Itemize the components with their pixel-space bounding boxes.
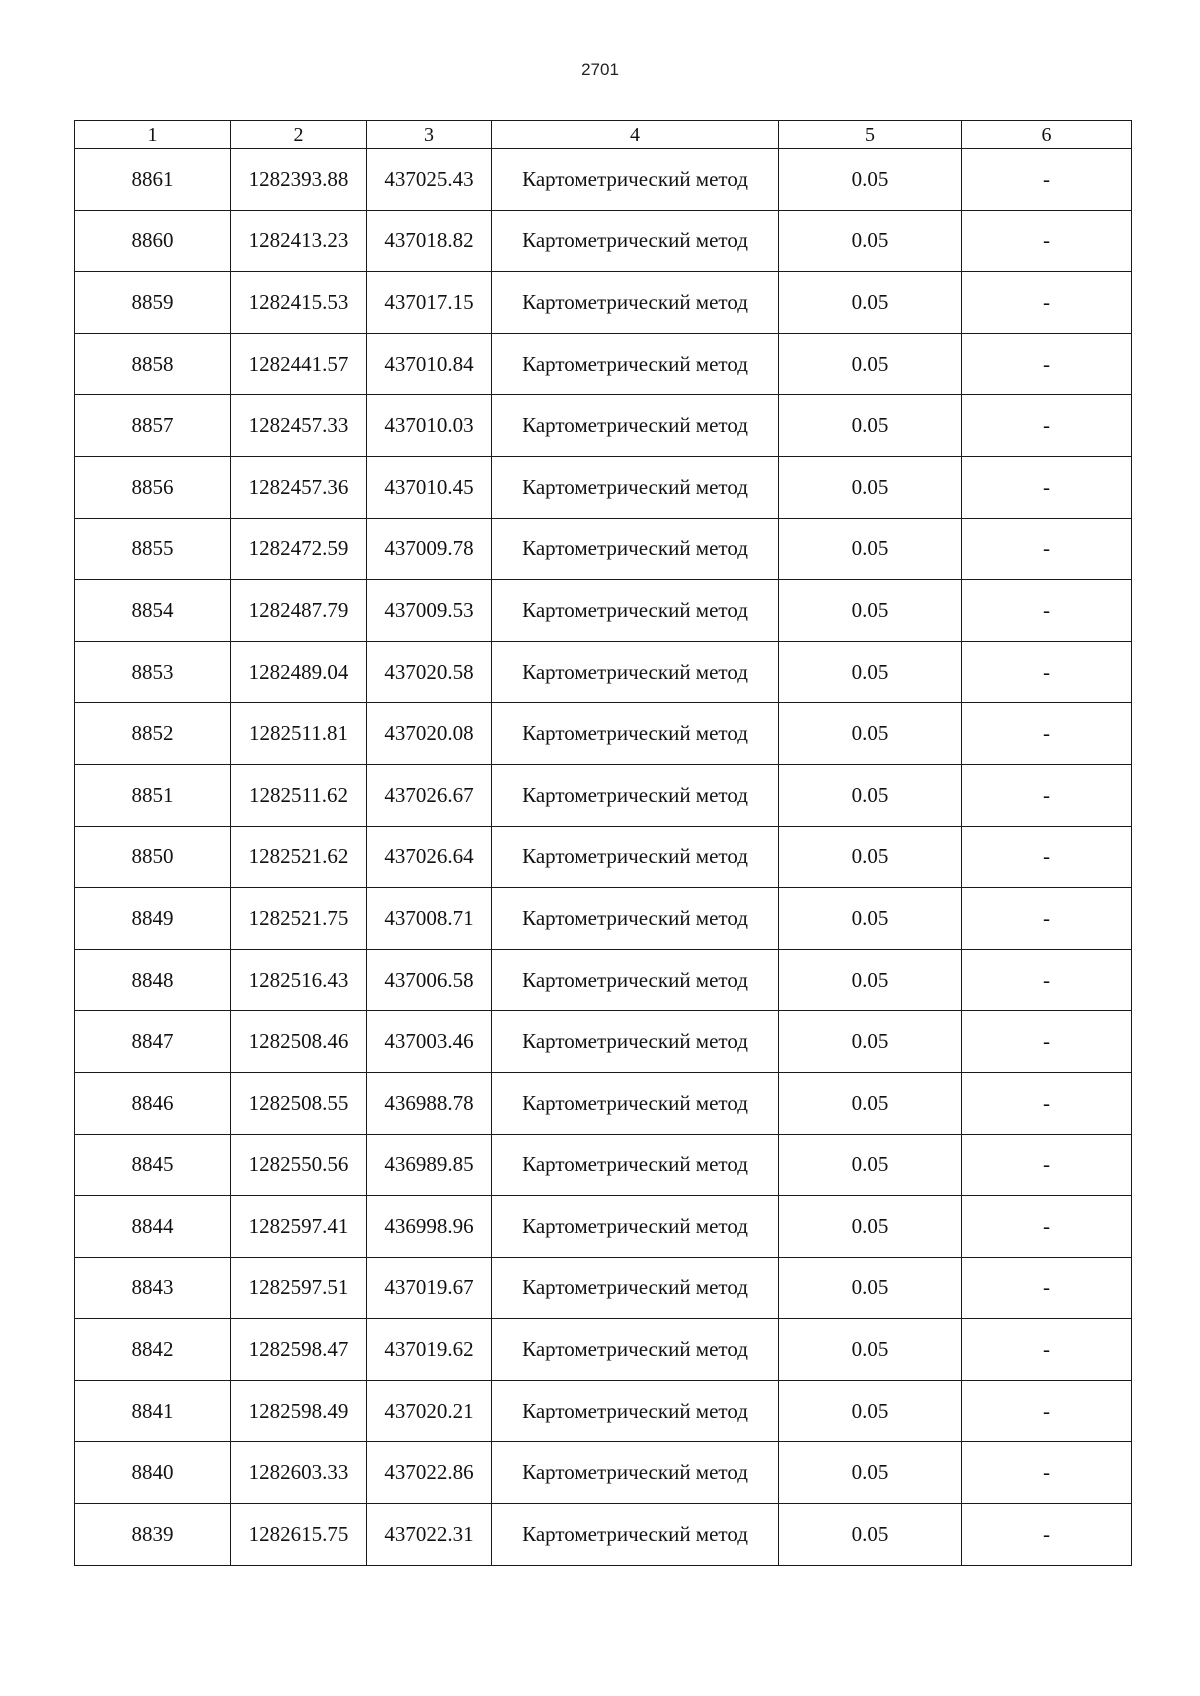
x-coordinate-cell: 1282550.56: [231, 1134, 367, 1196]
point-number-cell: 8844: [75, 1196, 231, 1258]
method-cell: Картометрический метод: [492, 1380, 779, 1442]
note-cell: -: [962, 641, 1132, 703]
y-coordinate-cell: 437020.21: [367, 1380, 492, 1442]
note-cell: -: [962, 1196, 1132, 1258]
point-number-cell: 8842: [75, 1319, 231, 1381]
table-row: [75, 1380, 1132, 1442]
point-number-cell: 8846: [75, 1072, 231, 1134]
y-coordinate-cell: 437018.82: [367, 210, 492, 272]
precision-cell: 0.05: [779, 1134, 962, 1196]
method-cell: Картометрический метод: [492, 395, 779, 457]
y-coordinate-cell: 436998.96: [367, 1196, 492, 1258]
table-row: [75, 333, 1132, 395]
note-cell: -: [962, 949, 1132, 1011]
note-cell: -: [962, 1319, 1132, 1381]
precision-cell: 0.05: [779, 703, 962, 765]
method-cell: Картометрический метод: [492, 518, 779, 580]
point-number-cell: 8861: [75, 149, 231, 211]
method-cell: Картометрический метод: [492, 272, 779, 334]
note-cell: -: [962, 764, 1132, 826]
precision-cell: 0.05: [779, 764, 962, 826]
precision-cell: 0.05: [779, 1319, 962, 1381]
point-number-cell: 8850: [75, 826, 231, 888]
note-cell: -: [962, 518, 1132, 580]
method-cell: Картометрический метод: [492, 1442, 779, 1504]
precision-cell: 0.05: [779, 518, 962, 580]
table-row: [75, 395, 1132, 457]
point-number-cell: 8859: [75, 272, 231, 334]
point-number-cell: 8841: [75, 1380, 231, 1442]
x-coordinate-cell: 1282597.41: [231, 1196, 367, 1258]
method-cell: Картометрический метод: [492, 1257, 779, 1319]
note-cell: -: [962, 888, 1132, 950]
point-number-cell: 8854: [75, 580, 231, 642]
column-header: 4: [492, 121, 779, 149]
x-coordinate-cell: 1282472.59: [231, 518, 367, 580]
x-coordinate-cell: 1282516.43: [231, 949, 367, 1011]
y-coordinate-cell: 437025.43: [367, 149, 492, 211]
precision-cell: 0.05: [779, 1257, 962, 1319]
y-coordinate-cell: 437009.78: [367, 518, 492, 580]
table-row: [75, 1319, 1132, 1381]
x-coordinate-cell: 1282597.51: [231, 1257, 367, 1319]
precision-cell: 0.05: [779, 1011, 962, 1073]
point-number-cell: 8855: [75, 518, 231, 580]
method-cell: Картометрический метод: [492, 888, 779, 950]
x-coordinate-cell: 1282457.33: [231, 395, 367, 457]
x-coordinate-cell: 1282598.47: [231, 1319, 367, 1381]
method-cell: Картометрический метод: [492, 1134, 779, 1196]
point-number-cell: 8848: [75, 949, 231, 1011]
y-coordinate-cell: 437009.53: [367, 580, 492, 642]
table-row: [75, 1504, 1132, 1566]
x-coordinate-cell: 1282615.75: [231, 1504, 367, 1566]
y-coordinate-cell: 437010.84: [367, 333, 492, 395]
column-header: 3: [367, 121, 492, 149]
x-coordinate-cell: 1282508.46: [231, 1011, 367, 1073]
point-number-cell: 8857: [75, 395, 231, 457]
precision-cell: 0.05: [779, 456, 962, 518]
x-coordinate-cell: 1282489.04: [231, 641, 367, 703]
y-coordinate-cell: 437022.31: [367, 1504, 492, 1566]
x-coordinate-cell: 1282521.62: [231, 826, 367, 888]
x-coordinate-cell: 1282598.49: [231, 1380, 367, 1442]
note-cell: -: [962, 395, 1132, 457]
y-coordinate-cell: 437022.86: [367, 1442, 492, 1504]
table-body: [75, 149, 1132, 1566]
method-cell: Картометрический метод: [492, 1072, 779, 1134]
point-number-cell: 8856: [75, 456, 231, 518]
x-coordinate-cell: 1282511.81: [231, 703, 367, 765]
page-number: 2701: [581, 60, 619, 79]
note-cell: -: [962, 1134, 1132, 1196]
precision-cell: 0.05: [779, 949, 962, 1011]
point-number-cell: 8858: [75, 333, 231, 395]
column-header: 5: [779, 121, 962, 149]
method-cell: Картометрический метод: [492, 580, 779, 642]
note-cell: -: [962, 210, 1132, 272]
note-cell: -: [962, 1072, 1132, 1134]
method-cell: Картометрический метод: [492, 456, 779, 518]
x-coordinate-cell: 1282393.88: [231, 149, 367, 211]
precision-cell: 0.05: [779, 1380, 962, 1442]
y-coordinate-cell: 437003.46: [367, 1011, 492, 1073]
y-coordinate-cell: 437010.03: [367, 395, 492, 457]
table-row: [75, 1134, 1132, 1196]
point-number-cell: 8853: [75, 641, 231, 703]
table-row: [75, 1196, 1132, 1258]
table-row: [75, 764, 1132, 826]
y-coordinate-cell: 437010.45: [367, 456, 492, 518]
column-header: 2: [231, 121, 367, 149]
method-cell: Картометрический метод: [492, 149, 779, 211]
x-coordinate-cell: 1282415.53: [231, 272, 367, 334]
point-number-cell: 8843: [75, 1257, 231, 1319]
point-number-cell: 8847: [75, 1011, 231, 1073]
note-cell: -: [962, 149, 1132, 211]
note-cell: -: [962, 826, 1132, 888]
y-coordinate-cell: 437019.62: [367, 1319, 492, 1381]
table-row: [75, 1257, 1132, 1319]
x-coordinate-cell: 1282521.75: [231, 888, 367, 950]
precision-cell: 0.05: [779, 580, 962, 642]
precision-cell: 0.05: [779, 210, 962, 272]
method-cell: Картометрический метод: [492, 1504, 779, 1566]
note-cell: -: [962, 580, 1132, 642]
note-cell: -: [962, 1380, 1132, 1442]
x-coordinate-cell: 1282441.57: [231, 333, 367, 395]
x-coordinate-cell: 1282511.62: [231, 764, 367, 826]
table-row: [75, 456, 1132, 518]
method-cell: Картометрический метод: [492, 949, 779, 1011]
y-coordinate-cell: 437017.15: [367, 272, 492, 334]
method-cell: Картометрический метод: [492, 826, 779, 888]
note-cell: -: [962, 703, 1132, 765]
table-row: [75, 826, 1132, 888]
y-coordinate-cell: 436988.78: [367, 1072, 492, 1134]
table-row: [75, 1072, 1132, 1134]
y-coordinate-cell: 437020.08: [367, 703, 492, 765]
method-cell: Картометрический метод: [492, 764, 779, 826]
y-coordinate-cell: 437008.71: [367, 888, 492, 950]
x-coordinate-cell: 1282508.55: [231, 1072, 367, 1134]
precision-cell: 0.05: [779, 1196, 962, 1258]
table-header-row: [75, 121, 1132, 149]
y-coordinate-cell: 437026.67: [367, 764, 492, 826]
table-row: [75, 210, 1132, 272]
coordinates-table: [74, 120, 1132, 1566]
method-cell: Картометрический метод: [492, 703, 779, 765]
table-row: [75, 1011, 1132, 1073]
note-cell: -: [962, 1257, 1132, 1319]
note-cell: -: [962, 333, 1132, 395]
table-row: [75, 641, 1132, 703]
method-cell: Картометрический метод: [492, 1196, 779, 1258]
precision-cell: 0.05: [779, 1504, 962, 1566]
y-coordinate-cell: 436989.85: [367, 1134, 492, 1196]
precision-cell: 0.05: [779, 826, 962, 888]
y-coordinate-cell: 437020.58: [367, 641, 492, 703]
method-cell: Картометрический метод: [492, 210, 779, 272]
method-cell: Картометрический метод: [492, 1011, 779, 1073]
note-cell: -: [962, 1011, 1132, 1073]
precision-cell: 0.05: [779, 395, 962, 457]
note-cell: -: [962, 456, 1132, 518]
point-number-cell: 8845: [75, 1134, 231, 1196]
x-coordinate-cell: 1282413.23: [231, 210, 367, 272]
point-number-cell: 8860: [75, 210, 231, 272]
table-row: [75, 888, 1132, 950]
table-row: [75, 518, 1132, 580]
table-row: [75, 703, 1132, 765]
precision-cell: 0.05: [779, 1442, 962, 1504]
point-number-cell: 8839: [75, 1504, 231, 1566]
precision-cell: 0.05: [779, 888, 962, 950]
x-coordinate-cell: 1282457.36: [231, 456, 367, 518]
x-coordinate-cell: 1282487.79: [231, 580, 367, 642]
method-cell: Картометрический метод: [492, 1319, 779, 1381]
method-cell: Картометрический метод: [492, 641, 779, 703]
x-coordinate-cell: 1282603.33: [231, 1442, 367, 1504]
precision-cell: 0.05: [779, 1072, 962, 1134]
point-number-cell: 8851: [75, 764, 231, 826]
table-row: [75, 272, 1132, 334]
y-coordinate-cell: 437019.67: [367, 1257, 492, 1319]
note-cell: -: [962, 1504, 1132, 1566]
y-coordinate-cell: 437026.64: [367, 826, 492, 888]
note-cell: -: [962, 1442, 1132, 1504]
precision-cell: 0.05: [779, 333, 962, 395]
point-number-cell: 8840: [75, 1442, 231, 1504]
column-header: 1: [75, 121, 231, 149]
table-row: [75, 149, 1132, 211]
table-row: [75, 1442, 1132, 1504]
column-header: 6: [962, 121, 1132, 149]
precision-cell: 0.05: [779, 641, 962, 703]
precision-cell: 0.05: [779, 272, 962, 334]
method-cell: Картометрический метод: [492, 333, 779, 395]
point-number-cell: 8849: [75, 888, 231, 950]
table-row: [75, 949, 1132, 1011]
table-row: [75, 580, 1132, 642]
y-coordinate-cell: 437006.58: [367, 949, 492, 1011]
point-number-cell: 8852: [75, 703, 231, 765]
note-cell: -: [962, 272, 1132, 334]
precision-cell: 0.05: [779, 149, 962, 211]
